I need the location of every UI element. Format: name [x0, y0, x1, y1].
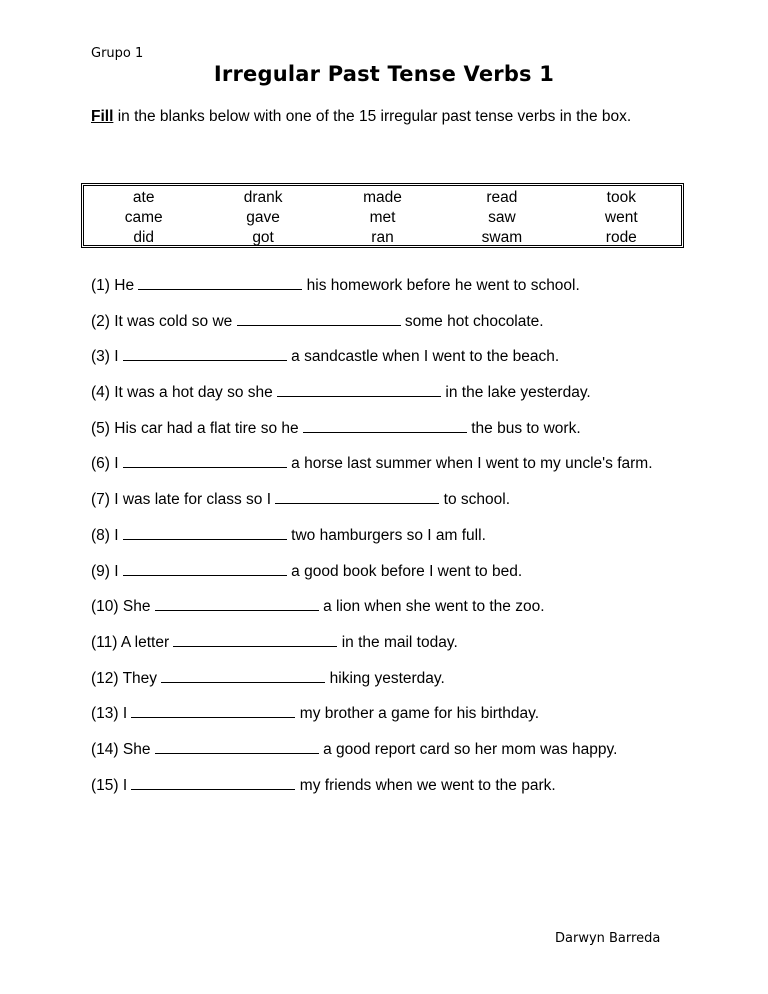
word-box-item: read: [486, 189, 518, 206]
sentence-list: [91, 274, 691, 809]
sentence-text-after: a horse last summer when I went to my uncle's farm.: [286, 455, 653, 473]
sentence-text-before: (5) His car had a flat tire so he: [91, 419, 303, 437]
sentence-text-before: (1) He: [91, 277, 139, 294]
sentence-item: [91, 631, 691, 655]
sentence-text-after: hiking yesterday.: [325, 669, 445, 687]
sentence-text-before: (12) They: [91, 669, 162, 687]
sentence-text-after: in the lake yesterday.: [441, 384, 591, 402]
sentence-text-before: (7) I was late for class so I: [91, 491, 276, 509]
sentence-item: [91, 381, 691, 405]
word-box-item: rode: [605, 229, 637, 246]
page-title: Irregular Past Tense Verbs 1: [213, 62, 555, 86]
sentence-item: [91, 524, 691, 548]
answer-blank[interactable]: [277, 382, 441, 397]
answer-blank[interactable]: [155, 596, 319, 611]
answer-blank[interactable]: [173, 632, 337, 647]
sentence-item: [91, 345, 691, 369]
answer-blank[interactable]: [123, 453, 287, 468]
word-box-item: drank: [243, 189, 283, 206]
sentence-text-before: (6) I: [91, 455, 123, 473]
sentence-item: [91, 774, 691, 798]
sentence-text-before: (13) I: [91, 705, 132, 723]
instructions-text: in the blanks below with one of the 15 irregular past tense verbs in the box.: [113, 108, 632, 125]
word-grid: [84, 186, 681, 248]
sentence-text-after: my brother a game for his birthday.: [295, 705, 539, 723]
sentence-text-before: (2) It was cold so we: [91, 312, 237, 330]
group-label: Grupo 1: [91, 46, 144, 61]
sentence-text-after: a good book before I went to bed.: [286, 562, 523, 580]
sentence-text-after: to school.: [439, 491, 510, 509]
answer-blank[interactable]: [138, 275, 302, 290]
sentence-text-before: (4) It was a hot day so she: [91, 384, 278, 402]
answer-blank[interactable]: [131, 703, 295, 718]
answer-blank[interactable]: [123, 525, 287, 540]
word-box-item: ran: [371, 229, 394, 246]
sentence-item: [91, 452, 691, 476]
answer-blank[interactable]: [237, 311, 401, 326]
sentence-text-before: (14) She: [91, 740, 155, 758]
sentence-item: [91, 595, 691, 619]
author-name: Darwyn Barreda: [555, 931, 661, 946]
sentence-item: [91, 417, 691, 441]
sentence-item: [91, 738, 691, 762]
sentence-item: [91, 274, 691, 298]
sentence-item: [91, 702, 691, 726]
answer-blank[interactable]: [155, 739, 319, 754]
sentence-text-after: a sandcastle when I went to the beach.: [286, 348, 560, 366]
word-box-item: did: [133, 229, 155, 246]
answer-blank[interactable]: [131, 775, 295, 790]
sentence-text-before: (8) I: [91, 526, 123, 544]
word-box-item: swam: [481, 229, 523, 246]
word-box-item: saw: [488, 209, 516, 226]
sentence-text-before: (9) I: [91, 562, 123, 580]
word-box-item: made: [363, 189, 402, 206]
sentence-text-before: (11) A letter: [91, 633, 174, 651]
sentence-text-after: in the mail today.: [337, 633, 458, 651]
sentence-text-after: my friends when we went to the park.: [295, 776, 556, 794]
sentence-text-after: some hot chocolate.: [400, 312, 544, 330]
answer-blank[interactable]: [123, 346, 287, 361]
sentence-item: [91, 310, 691, 334]
sentence-text-after: the bus to work.: [466, 419, 581, 437]
instructions-keyword: Fill: [91, 108, 114, 125]
word-box-item: went: [604, 209, 638, 226]
word-box-item: gave: [246, 209, 280, 226]
sentence-item: [91, 560, 691, 584]
sentence-text-before: (15) I: [91, 776, 132, 794]
sentence-text-before: (3) I: [91, 348, 123, 366]
word-box: [83, 185, 682, 246]
answer-blank[interactable]: [303, 418, 467, 433]
instructions: [91, 105, 691, 129]
word-box-item: met: [369, 209, 396, 226]
word-box-item: ate: [132, 189, 155, 206]
answer-blank[interactable]: [161, 668, 325, 683]
answer-blank[interactable]: [123, 561, 287, 576]
answer-blank[interactable]: [275, 489, 439, 504]
word-box-item: took: [606, 189, 636, 206]
word-box-item: came: [124, 209, 163, 226]
sentence-text-after: his homework before he went to school.: [302, 277, 580, 294]
sentence-text-after: two hamburgers so I am full.: [286, 526, 486, 544]
sentence-text-after: a lion when she went to the zoo.: [318, 598, 545, 616]
sentence-text-before: (10) She: [91, 598, 155, 616]
sentence-text-after: a good report card so her mom was happy.: [318, 740, 618, 758]
sentence-item: [91, 488, 691, 512]
sentence-item: [91, 667, 691, 691]
word-box-item: got: [252, 229, 274, 246]
